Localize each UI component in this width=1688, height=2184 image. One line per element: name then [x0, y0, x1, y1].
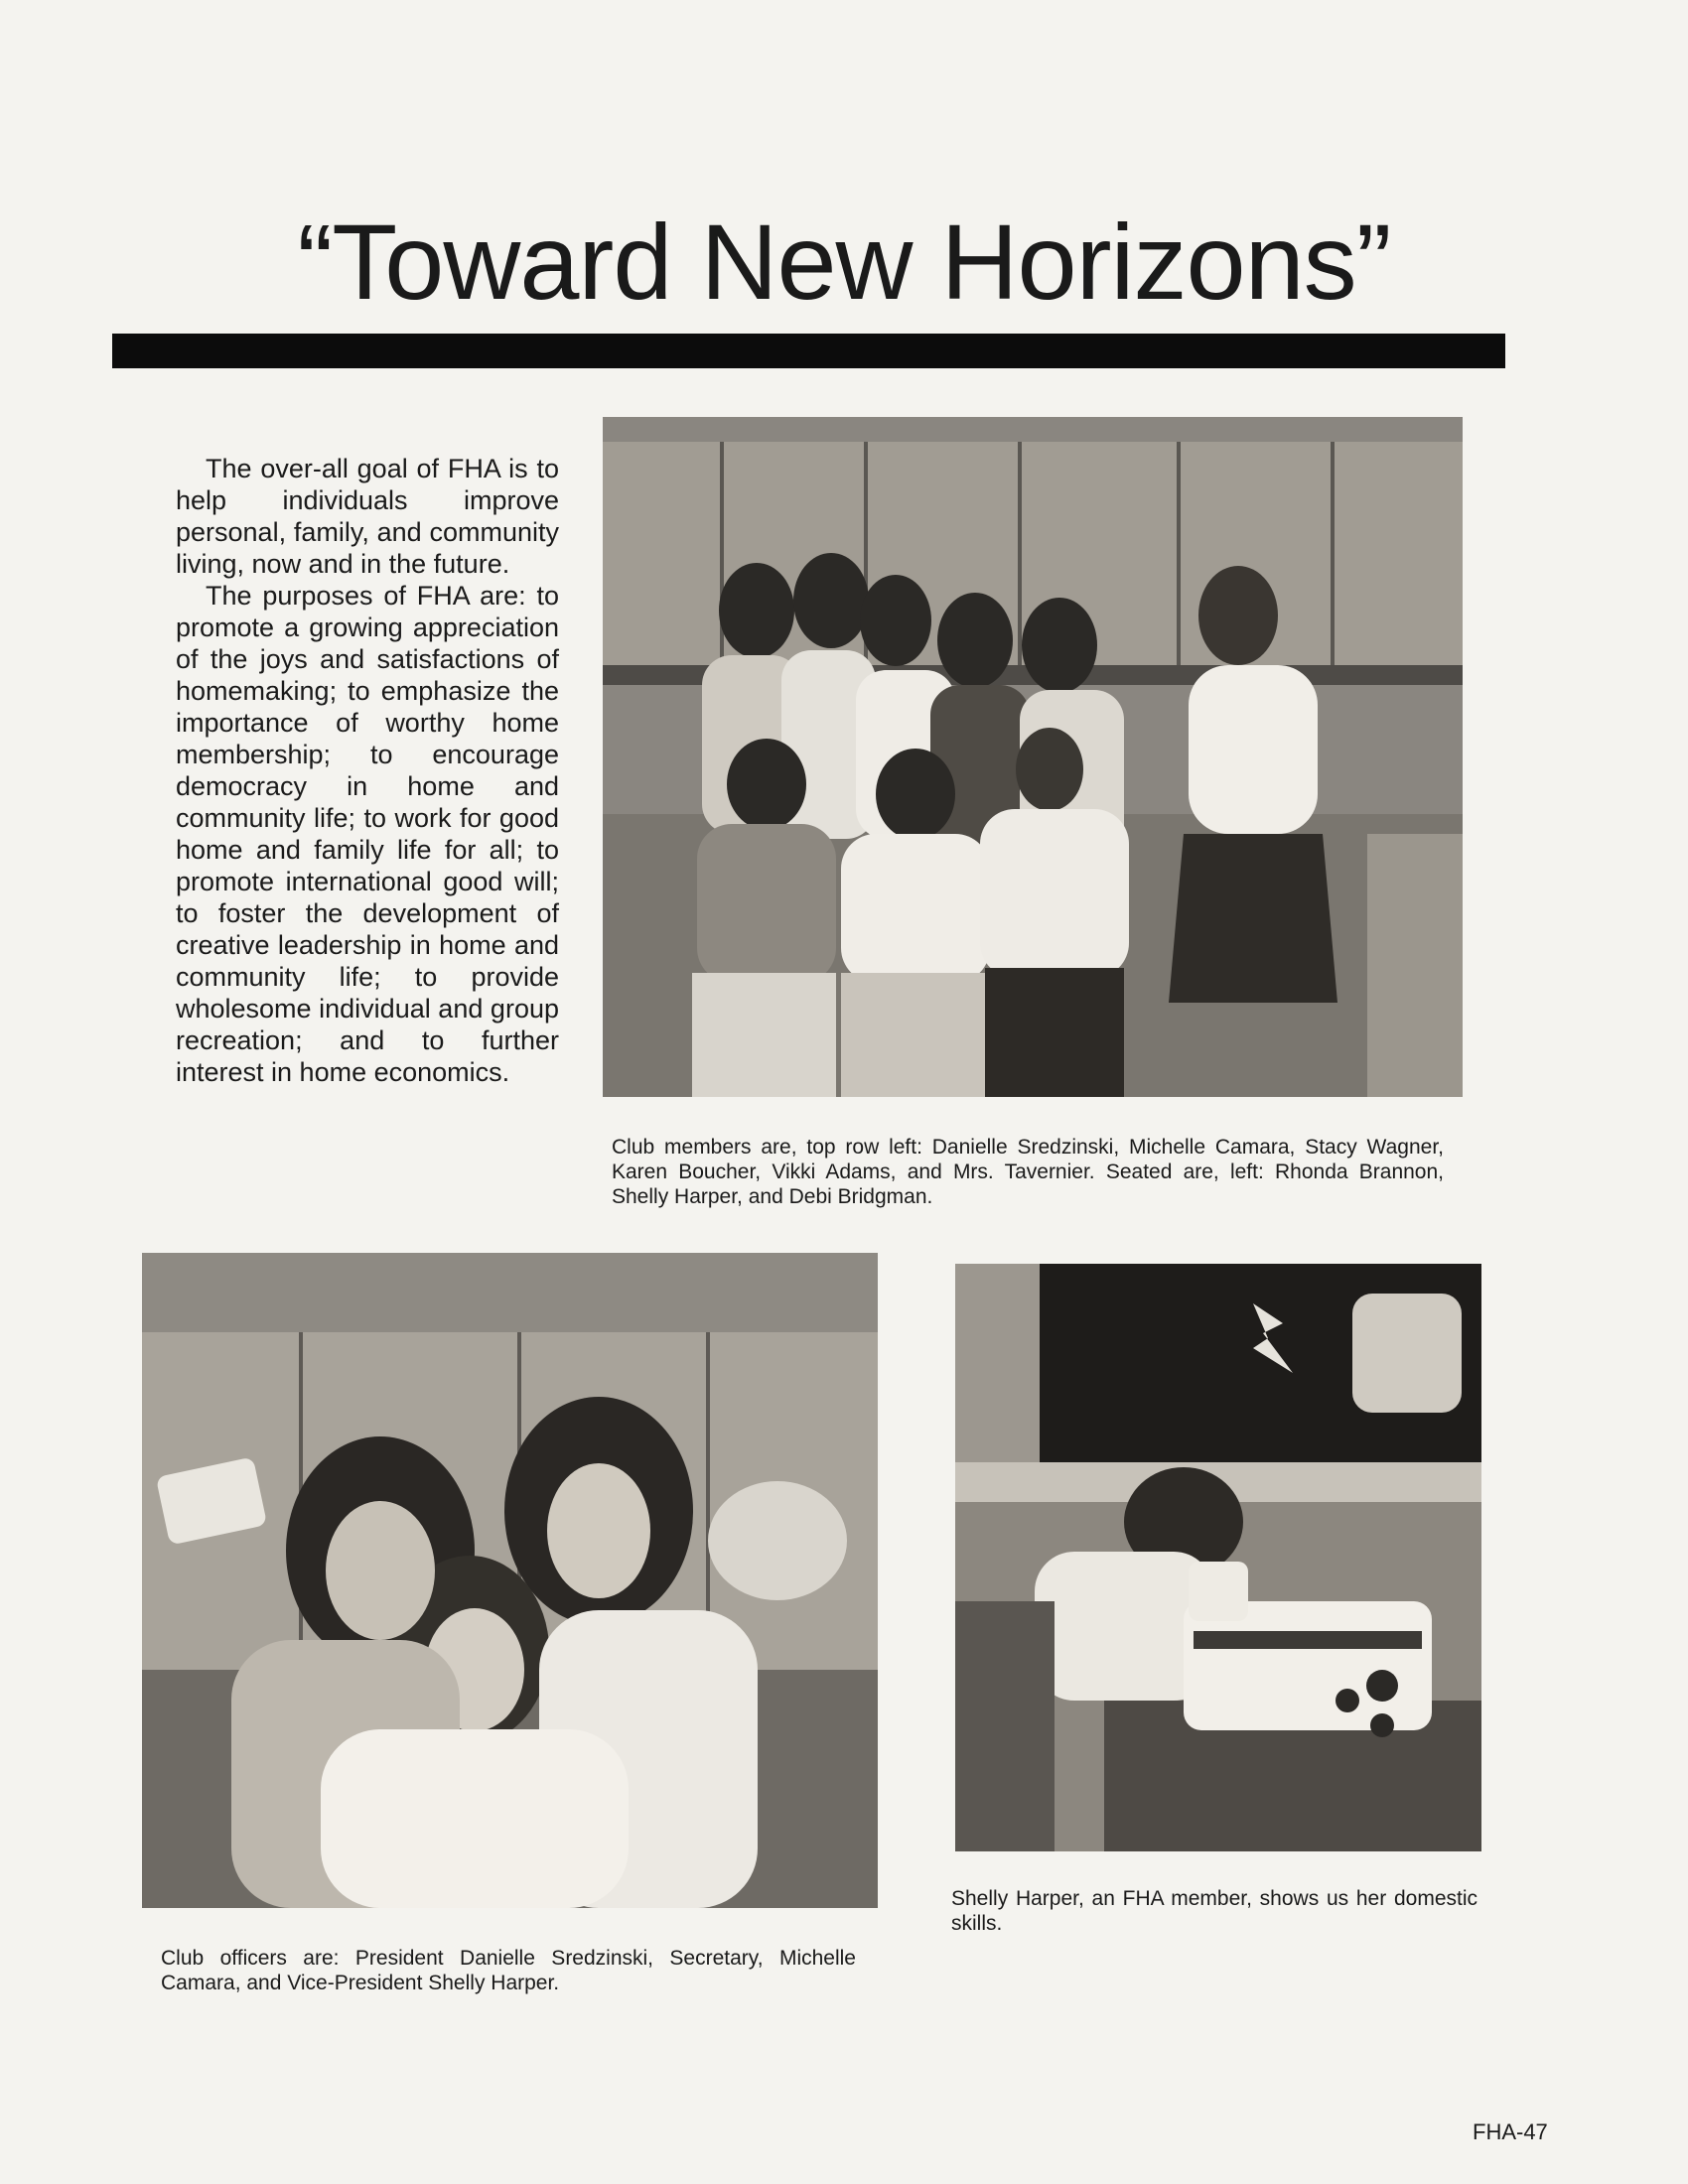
intro-text — [176, 453, 559, 1088]
intro-paragraph: The over-all goal of FHA is to help individuals improve personal, family, and community living, now and in the future. — [176, 454, 559, 579]
sewing-photo — [955, 1264, 1481, 1851]
officers-photo — [142, 1253, 878, 1908]
page-title: “Toward New Horizons” — [297, 202, 1391, 322]
sewing-photo-caption: Shelly Harper, an FHA member, shows us her domestic skills. — [951, 1887, 1477, 1935]
intro-paragraph: The purposes of FHA are: to promote a growing appreciation of the joys and satisfactions of homemaking; to emphasize the importance of worthy home membership; to encourage democracy in home and community life; to work for good home and family life for all; to promote international good will; to foster the development of creative leadership in home and community life; to provide wholesome individual and group recreation; and to further interest in home economics. — [176, 581, 559, 1087]
title-rule — [112, 334, 1505, 368]
group-photo — [603, 417, 1463, 1097]
officers-photo-caption: Club officers are: President Danielle Sredzinski, Secretary, Michelle Camara, and Vice-President Shelly Harper. — [161, 1947, 856, 1994]
page-number: FHA-47 — [1473, 2119, 1548, 2144]
group-photo-caption: Club members are, top row left: Danielle Sredzinski, Michelle Camara, Stacy Wagner, Karen Boucher, Vikki Adams, and Mrs. Tavernier. Seated are, left: Rhonda Brannon, Shelly Harper, and Debi Bridgman. — [612, 1136, 1444, 1208]
